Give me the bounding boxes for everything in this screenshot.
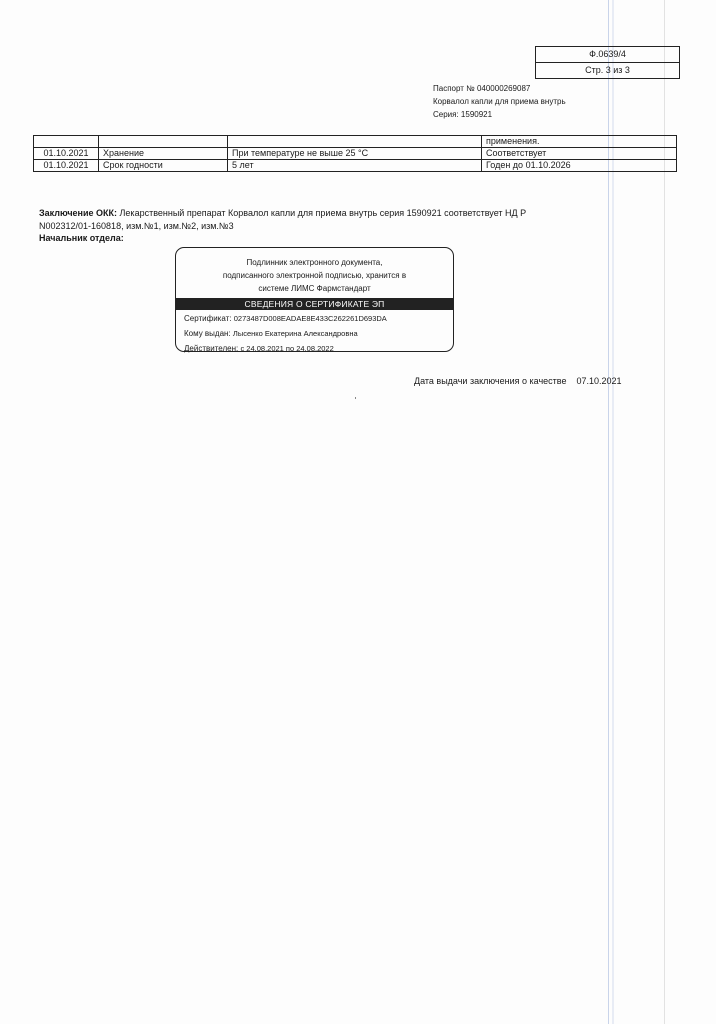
table-cell-date: 01.10.2021	[34, 160, 99, 172]
table-row	[34, 160, 677, 172]
series-number: Серия: 1590921	[433, 110, 493, 119]
table-row	[34, 148, 677, 160]
table-cell-parameter: Хранение	[99, 148, 228, 160]
form-code-box	[535, 46, 680, 79]
validity-label: Действителен:	[184, 344, 239, 353]
form-code: Ф.0639/4	[589, 49, 626, 59]
issue-date-value: 07.10.2021	[576, 376, 622, 386]
table-cell-date: 01.10.2021	[34, 148, 99, 160]
passport-header	[433, 82, 566, 121]
certificate-row	[176, 312, 453, 325]
e-signature-stamp	[175, 247, 454, 352]
issued-to-row	[176, 327, 453, 340]
stamp-intro-line: Подлинник электронного документа,	[246, 258, 383, 267]
validity-value: с 24.08.2021 по 24.08.2022	[240, 344, 334, 353]
table-cell-result: Годен до 01.10.2026	[482, 160, 677, 172]
table-cell-parameter: Срок годности	[99, 160, 228, 172]
passport-number: Паспорт № 040000269087	[433, 84, 531, 93]
issue-date-label: Дата выдачи заключения о качестве	[414, 376, 567, 386]
issued-to-label: Кому выдан:	[184, 329, 231, 338]
conclusion-label: Заключение ОКК:	[39, 208, 118, 218]
page-number: Стр. 3 из 3	[536, 62, 679, 78]
head-of-department-label: Начальник отдела:	[39, 233, 124, 243]
table-cell-requirement	[228, 136, 482, 148]
conclusion-text: Лекарственный препарат Корвалол капли для приема внутрь серия 1590921 соответствует НД Р N002312/01-160818, изм.№1, изм.№2, изм.№3	[39, 208, 527, 231]
table-cell-requirement: 5 лет	[228, 160, 482, 172]
certificate-value: 0273487D008EADAE8E433C262261D693DA	[233, 314, 387, 323]
table-cell-requirement: При температуре не выше 25 °С	[228, 148, 482, 160]
table-cell-parameter	[99, 136, 228, 148]
stamp-intro	[176, 256, 453, 295]
validity-row	[176, 342, 453, 355]
qc-conclusion	[39, 207, 559, 233]
scan-speck	[355, 397, 356, 399]
table-row	[34, 136, 677, 148]
issue-date-line	[414, 376, 622, 386]
certificate-label: Сертификат:	[184, 314, 232, 323]
product-name: Корвалол капли для приема внутрь	[433, 97, 566, 106]
certificate-title: СВЕДЕНИЯ О СЕРТИФИКАТЕ ЭП	[176, 298, 453, 310]
issued-to-value: Лысенко Екатерина Александровна	[232, 329, 358, 338]
table-cell-result: Соответствует	[482, 148, 677, 160]
stamp-intro-line: подписанного электронной подписью, хранится в	[222, 271, 407, 280]
results-table	[33, 135, 677, 172]
stamp-intro-line: системе ЛИМС Фармстандарт	[258, 284, 371, 293]
table-cell-result: применения.	[482, 136, 677, 148]
table-cell-date	[34, 136, 99, 148]
